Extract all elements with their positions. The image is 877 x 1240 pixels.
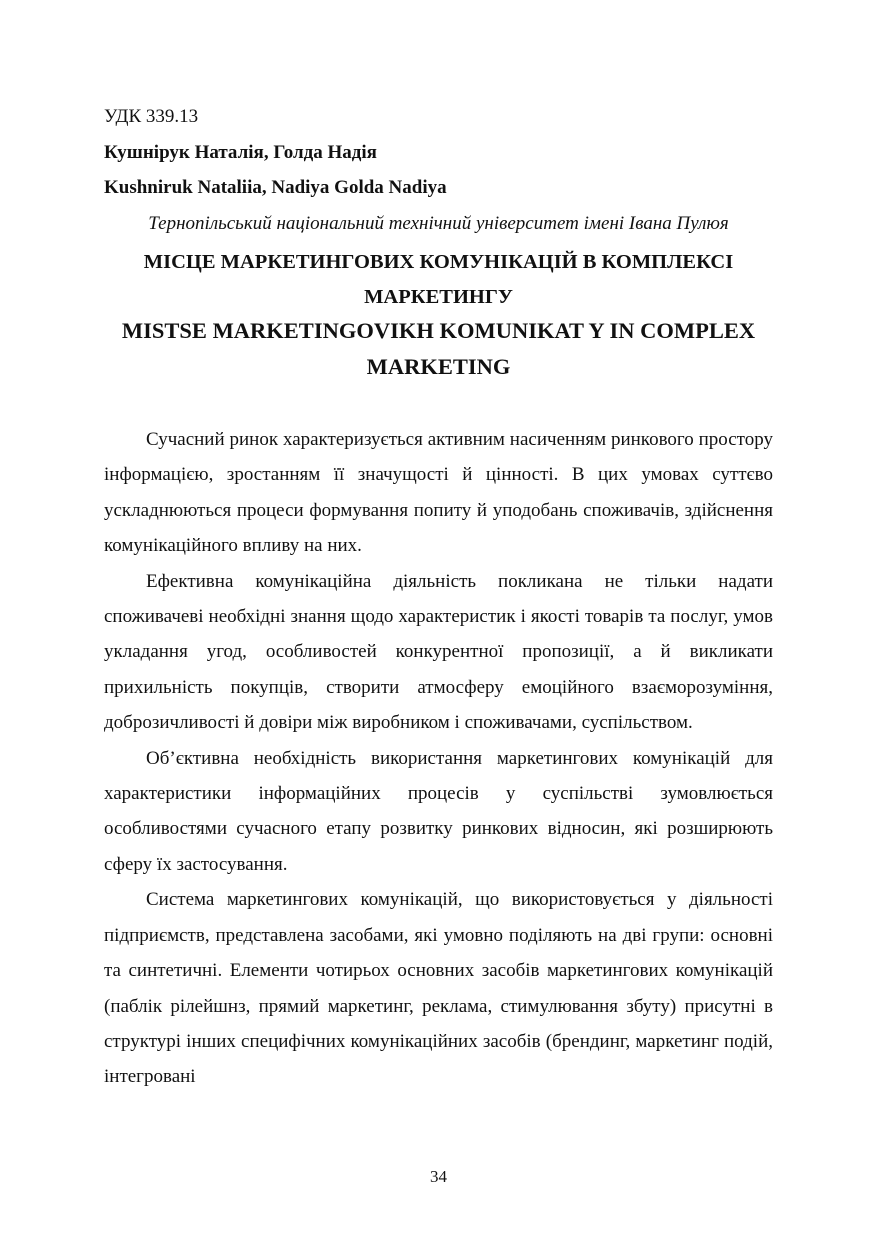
authors-english: Kushniruk Nataliia, Nadiya Golda Nadiya (104, 177, 447, 198)
title-ukrainian: МІСЦЕ МАРКЕТИНГОВИХ КОМУНІКАЦІЙ В КОМПЛЕКСІ МАРКЕТИНГУ (143, 251, 734, 308)
paragraph: Сучасний ринок характеризується активним насиченням ринкового простору інформацією, зростанням її значущості й цінності. В цих умовах суттєво ускладнюються процеси формування попиту й уподобань споживачів, здійснення комунікаційного впливу на них. (104, 429, 773, 557)
body-text (104, 422, 773, 1095)
affiliation: Тернопільський національний технічний університет імені Івана Пулюя (148, 213, 729, 234)
paragraph: Об’єктивна необхідність використання маркетингових комунікацій для характеристики інформаційних процесів у суспільстві зумовлюється особливостями сучасного етапу розвитку ринкових відносин, які розширюють сферу їх застосування. (104, 747, 773, 875)
paragraph: Ефективна комунікаційна діяльність покликана не тільки надати споживачеві необхідні знання щодо характеристик і якості товарів та послуг, умов укладання угод, особливостей конкурентної пропозиції, а й викликати прихильність покупців, створити атмосферу емоційного взаєморозуміння, доброзичливості й довіри між виробником і споживачами, суспільством. (104, 570, 773, 734)
paragraph: Система маркетингових комунікацій, що використовується у діяльності підприємств, представлена засобами, які умовно поділяють на дві групи: основні та синтетичні. Елементи чотирьох основних засобів маркетингових комунікацій (паблік рілейшнз, прямий маркетинг, реклама, стимулювання збуту) присутні в структурі інших специфічних комунікаційних засобів (брендинг, маркетинг подій, інтегровані (104, 889, 773, 1088)
udk-code: УДК 339.13 (104, 106, 199, 127)
authors-ukrainian: Кушнірук Наталія, Голда Надія (104, 142, 377, 163)
page-number: 34 (430, 1167, 447, 1186)
title-english: MISTSE MARKETINGOVIKH KOMUNIKAT Y IN COMPLEX MARKETING (121, 318, 756, 379)
